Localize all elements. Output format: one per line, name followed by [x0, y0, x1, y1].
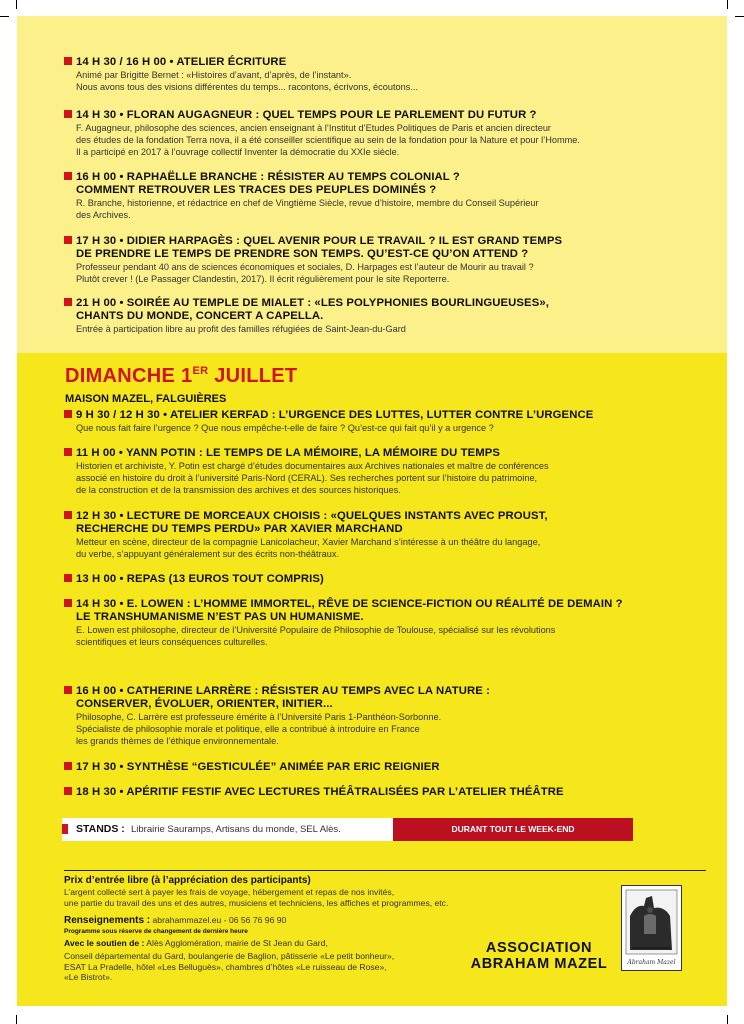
- event-block: [64, 598, 704, 648]
- red-square-icon: [64, 787, 72, 795]
- crop-mark: [16, 0, 17, 9]
- event-heading: 14 H 30 • E. LOWEN : L’HOMME IMMORTEL, RÊVE DE SCIENCE-FICTION OU RÉALITÉ DE DEMAIN ? LE TRANSHUMANISME N’EST PAS UN HUMANISME.: [64, 598, 704, 624]
- svg-text:Abraham Mazel: Abraham Mazel: [627, 959, 676, 966]
- event-heading: 16 H 00 • CATHERINE LARRÈRE : RÉSISTER AU TEMPS AVEC LA NATURE : CONSERVER, ÉVOLUER, ORIENTER, INITIER...: [64, 685, 704, 711]
- red-square-icon: [64, 686, 72, 694]
- event-description: Metteur en scène, directeur de la compagnie Lanicolacheur, Xavier Marchand s’intéresse à un théâtre du langage, du verbe, s’appuyant généralement sur des écrits non-théâtraux.: [76, 537, 541, 559]
- abraham-mazel-engraving: [621, 885, 682, 971]
- event-block: [64, 109, 704, 158]
- red-bar-icon: [62, 824, 68, 834]
- contact-value: abrahammazel.eu - 06 56 76 96 90: [150, 915, 287, 925]
- footer-divider: [64, 870, 706, 871]
- program-disclaimer: Programme sous réserve de changement de dernière heure: [64, 928, 248, 935]
- event-block: [64, 685, 704, 747]
- stands-bar: [62, 818, 633, 841]
- red-square-icon: [64, 57, 72, 65]
- red-square-icon: [64, 172, 72, 180]
- event-description: Que nous fait faire l’urgence ? Que nous empêche-t-elle de faire ? Qu’est-ce qui fait qu’il y a urgence ?: [76, 423, 494, 433]
- event-heading: 14 H 30 / 16 H 00 • ATELIER ÉCRITURE: [64, 56, 704, 69]
- crop-mark: [16, 1015, 17, 1024]
- red-square-icon: [64, 410, 72, 418]
- event-block: [64, 56, 704, 93]
- event-block: [64, 510, 704, 560]
- crop-mark: [727, 1015, 728, 1024]
- event-block: [64, 235, 704, 285]
- event-block: [64, 761, 704, 774]
- weekend-badge: DURANT TOUT LE WEEK-END: [393, 818, 633, 841]
- event-heading: 17 H 30 • DIDIER HARPAGÈS : QUEL AVENIR POUR LE TRAVAIL ? IL EST GRAND TEMPS DE PRENDRE LE TEMPS DE PRENDRE SON TEMPS. QU’EST-CE QU’ON ATTEND ?: [64, 235, 704, 261]
- entry-price-title: Prix d’entrée libre (à l’appréciation des participants): [64, 875, 311, 886]
- red-square-icon: [64, 762, 72, 770]
- event-heading: 13 H 00 • REPAS (13 EUROS TOUT COMPRIS): [64, 573, 704, 586]
- red-square-icon: [64, 574, 72, 582]
- event-heading: 14 H 30 • FLORAN AUGAGNEUR : QUEL TEMPS POUR LE PARLEMENT DU FUTUR ?: [64, 109, 704, 122]
- event-description: Philosophe, C. Larrère est professeure émérite à l’Université Paris 1-Panthéon-Sorbonne. Spécialiste de philosophie morale et politique, elle a contribué à introduire en France les grands thèmes de l’éthique environnementale.: [76, 712, 442, 746]
- red-square-icon: [64, 511, 72, 519]
- crop-mark: [0, 16, 9, 17]
- day-location: MAISON MAZEL, FALGUIÈRES: [65, 393, 227, 405]
- day-title: DIMANCHE 1ER JUILLET: [65, 365, 298, 387]
- event-description: Entrée à participation libre au profit des familles réfugiées de Saint-Jean-du-Gard: [76, 324, 406, 334]
- event-description: Professeur pendant 40 ans de sciences économiques et sociales, D. Harpages est l’auteur de Mourir au travail ? Plutôt crever ! (Le Passager Clandestin, 2017). Il écrit régulièrement pour le site Reporterre.: [76, 262, 534, 284]
- event-block: [64, 573, 704, 586]
- event-description: Animé par Brigitte Bernet : «Histoires d’avant, d’après, de l’instant». Nous avons tous des visions différentes du temps... racontons, écrivons, écoutons...: [76, 70, 418, 92]
- entry-price: Prix d’entrée libre (à l’appréciation des participants) L’argent collecté sert à payer les frais de voyage, hébergement et repas de nos invités, une partie du travail des uns et des autres, musiciens et techniciens, les affiches et programmes, etc.: [64, 875, 524, 908]
- portrait-sketch-icon: [622, 886, 681, 970]
- event-block: [64, 447, 704, 496]
- event-block: [64, 297, 704, 335]
- crop-mark: [735, 16, 744, 17]
- event-heading: 12 H 30 • LECTURE DE MORCEAUX CHOISIS : «QUELQUES INSTANTS AVEC PROUST, RECHERCHE DU TEMPS PERDU» PAR XAVIER MARCHAND: [64, 510, 704, 536]
- red-square-icon: [64, 599, 72, 607]
- event-description: E. Lowen est philosophe, directeur de l’Université Populaire de Philosophie de Toulouse, spécialisé sur les révolutions scientifiques et leurs conséquences culturelles.: [76, 625, 556, 647]
- program-page: [17, 16, 727, 1006]
- event-heading: 21 H 00 • SOIRÉE AU TEMPLE DE MIALET : «LES POLYPHONIES BOURLINGUEUSES», CHANTS DU MONDE, CONCERT A CAPELLA.: [64, 297, 704, 323]
- crop-mark: [727, 0, 728, 9]
- red-square-icon: [64, 110, 72, 118]
- contact-label: Renseignements :: [64, 915, 151, 926]
- event-heading: 11 H 00 • YANN POTIN : LE TEMPS DE LA MÉMOIRE, LA MÉMOIRE DU TEMPS: [64, 447, 704, 460]
- sponsors: Avec le soutien de : Alès Agglomération, mairie de St Jean du Gard, Conseil départemental du Gard, boulangerie de Baglion, pâtisserie «Le petit bonheur», ESAT La Pradelle, hôtel «Les Belluguès», chambres d’hôtes «Le ruisseau de Rose», «Le Bistrot».: [64, 938, 395, 982]
- event-block: [64, 786, 704, 799]
- sponsors-label: Avec le soutien de :: [64, 938, 145, 948]
- event-block: [64, 171, 704, 221]
- event-heading: 18 H 30 • APÉRITIF FESTIF AVEC LECTURES THÉÂTRALISÉES PAR L’ATELIER THÉÂTRE: [64, 786, 704, 799]
- event-heading: 16 H 00 • RAPHAËLLE BRANCHE : RÉSISTER AU TEMPS COLONIAL ? COMMENT RETROUVER LES TRACES DES PEUPLES DOMINÉS ?: [64, 171, 704, 197]
- association-logo-text: ASSOCIATION ABRAHAM MAZEL: [470, 940, 608, 972]
- stands-list: Librairie Sauramps, Artisans du monde, SEL Alès.: [131, 824, 341, 835]
- red-square-icon: [64, 298, 72, 306]
- red-square-icon: [64, 236, 72, 244]
- event-description: R. Branche, historienne, et rédactrice en chef de Vingtième Siècle, revue d’histoire, membre du Conseil Supérieur des Archives.: [76, 198, 539, 220]
- red-square-icon: [64, 448, 72, 456]
- event-heading: 9 H 30 / 12 H 30 • ATELIER KERFAD : L’URGENCE DES LUTTES, LUTTER CONTRE L’URGENCE: [64, 409, 704, 422]
- event-description: Historien et archiviste, Y. Potin est chargé d’études documentaires aux Archives nationales et maître de conférences associé en histoire du droit à l’université Paris-Nord (CERAL). Ses recherches portent sur l’histoire du patrimoine, de la construction et de la transmission des archives et des sources historiques.: [76, 461, 549, 495]
- event-block: [64, 409, 704, 434]
- event-description: F. Augagneur, philosophe des sciences, ancien enseignant à l’Institut d’Etudes Politiques de Paris et ancien directeur des études de la fondation Terra nova, il a été conseiller scientifique au sein de la fondation pour la Nature et pour l’Homme. Il a participé en 2017 à l’ouvrage collectif Inventer la démocratie du XXIe siècle.: [76, 123, 580, 157]
- event-heading: 17 H 30 • SYNTHÈSE “GESTICULÉE” ANIMÉE PAR ERIC REIGNIER: [64, 761, 704, 774]
- stands-label: STANDS :: [76, 823, 125, 835]
